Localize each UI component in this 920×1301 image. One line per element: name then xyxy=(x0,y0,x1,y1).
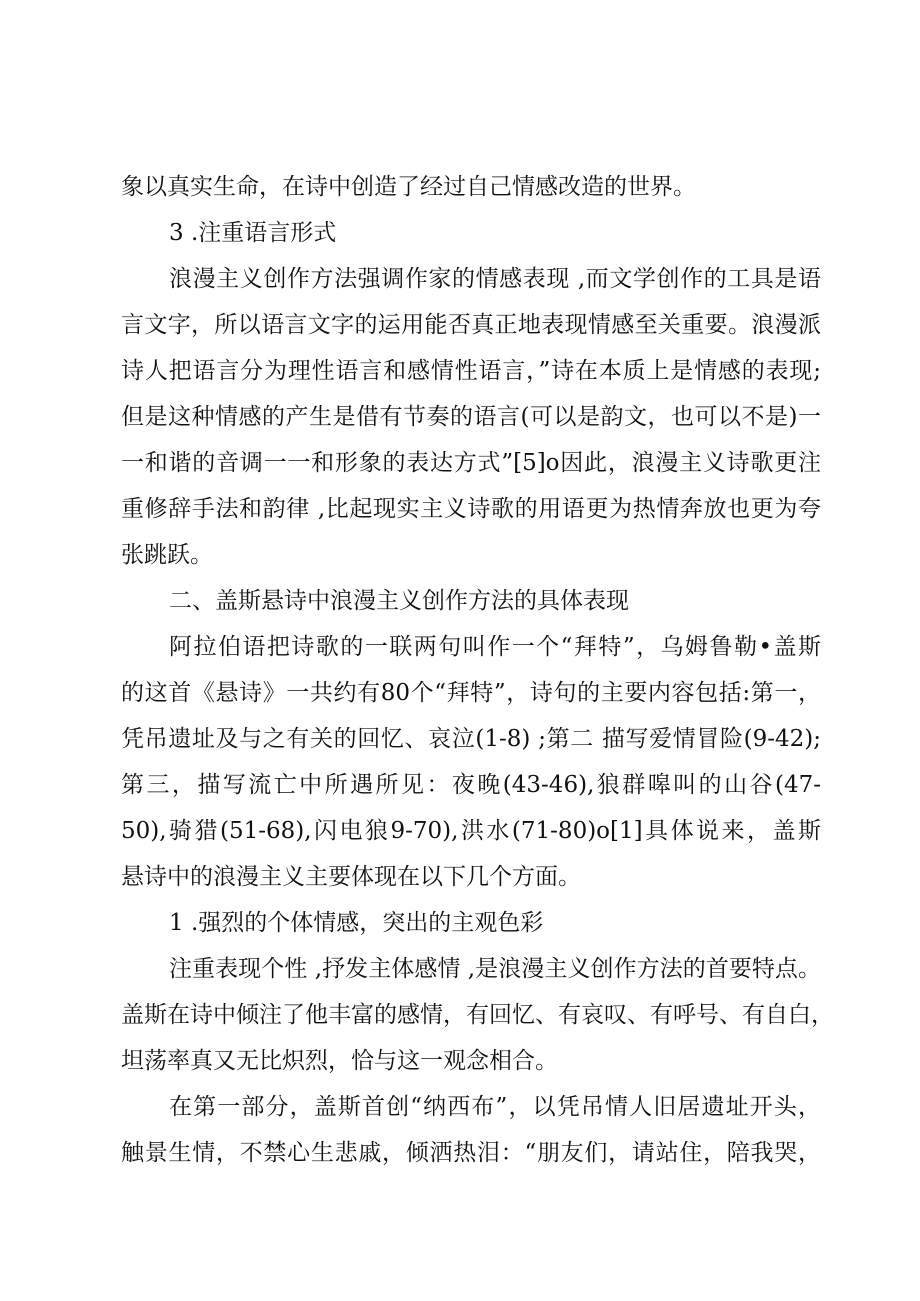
paragraph-line: 注重表现个性 ,抒发主体感情 ,是浪漫主义创作方法的首要特点。 xyxy=(169,956,821,982)
paragraph-line: 象以真实生命，在诗中创造了经过自己情感改造的世界。 xyxy=(121,174,696,200)
paragraph-line: 诗人把语言分为理性语言和感情性语言，”诗在本质上是情感的表现; xyxy=(121,358,821,384)
paragraph-line: 的这首《悬诗》一共约有80个“拜特”，诗句的主要内容包括:第一， xyxy=(121,680,821,706)
section-heading-1: 1 .强烈的个体情感，突出的主观色彩 xyxy=(169,910,544,936)
paragraph-line: 盖斯在诗中倾注了他丰富的感情，有回忆、有哀叹、有呼号、有自白， xyxy=(121,1002,834,1028)
paragraph-line: 坦荡率真又无比炽烈，恰与这一观念相合。 xyxy=(121,1048,558,1074)
paragraph-line: 但是这种情感的产生是借有节奏的语言(可以是韵文，也可以不是)一 xyxy=(121,404,821,430)
paragraph-line: 触景生情，不禁心生悲戚，倾洒热泪：“朋友们，请站住，陪我哭， xyxy=(121,1140,821,1166)
paragraph-line: 第三，描写流亡中所遇所见：夜晚(43-46),狼群嗥叫的山谷(47- xyxy=(121,772,821,798)
paragraph-line: 阿拉伯语把诗歌的一联两句叫作一个“拜特”，乌姆鲁勒•盖斯 xyxy=(169,634,821,660)
paragraph-line: 重修辞手法和韵律 ,比起现实主义诗歌的用语更为热情奔放也更为夸 xyxy=(121,496,821,522)
paragraph-line: 一和谐的音调一一和形象的表达方式”[5]o因此，浪漫主义诗歌更注 xyxy=(121,450,821,476)
paragraph-line: 悬诗中的浪漫主义主要体现在以下几个方面。 xyxy=(121,864,581,890)
paragraph-line: 在第一部分，盖斯首创“纳西布”，以凭吊情人旧居遗址开头， xyxy=(169,1094,821,1120)
paragraph-line: 张跳跃。 xyxy=(121,542,213,568)
paragraph-line: 言文字，所以语言文字的运用能否真正地表现情感至关重要。浪漫派 xyxy=(121,312,821,338)
section-heading-2: 二、盖斯悬诗中浪漫主义创作方法的具体表现 xyxy=(169,588,629,614)
paragraph-line: 凭吊遗址及与之有关的回忆、哀泣(1-8) ;第二 描写爱情冒险(9-42); xyxy=(121,726,821,752)
paragraph-line: 50),骑猎(51-68),闪电狼9-70),洪水(71-80)o[1]具体说来，盖斯 xyxy=(121,818,821,844)
paragraph-line: 浪漫主义创作方法强调作家的情感表现 ,而文学创作的工具是语 xyxy=(169,266,821,292)
section-heading-3: 3 .注重语言形式 xyxy=(169,220,337,246)
